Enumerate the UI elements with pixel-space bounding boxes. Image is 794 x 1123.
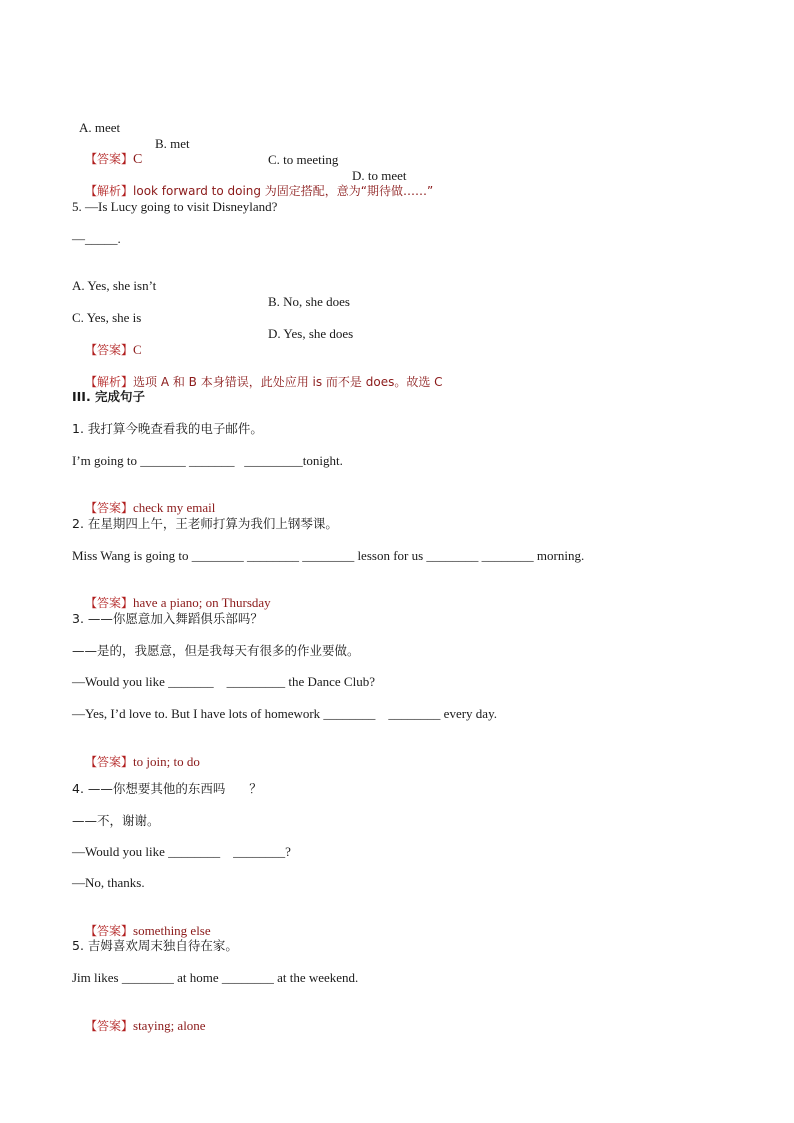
answer-tag: 【答案】 [85,924,134,938]
answer-text: something else [133,923,211,938]
q5-reply: —_____. [72,231,121,246]
q4-option-a: A. meet [79,120,121,135]
answer-tag: 【答案】 [85,501,134,515]
analysis-text: 选项 A 和 B 本身错误，此处应用 is 而不是 does。故选 C [133,375,443,389]
answer-text: have a piano; on Thursday [133,595,271,610]
s5-answer [72,1002,206,1050]
s3-chinese-q: 3. ——你愿意加入舞蹈俱乐部吗？ [72,611,263,626]
s3-answer [72,738,200,786]
s2-english: Miss Wang is going to ________ ________ ________ lesson for us ________ ________ morning. [72,548,585,563]
q5-question: 5. —Is Lucy going to visit Disneyland? [72,199,278,214]
s3-english-q: —Would you like _______ _________ the Dance Club? [72,674,375,689]
answer-tag: 【答案】 [85,1019,134,1033]
answer-text: C [133,152,143,167]
s5-chinese: 5. 吉姆喜欢周末独自待在家。 [72,938,238,953]
q4-option-c: C. to meeting [268,152,339,167]
answer-tag: 【答案】 [85,755,134,769]
q5-option-c: C. Yes, she is [72,310,142,325]
s2-chinese: 2. 在星期四上午，王老师打算为我们上钢琴课。 [72,516,338,531]
analysis-tag: 【解析】 [85,184,134,198]
q4-option-b: B. met [155,136,190,151]
answer-text: staying; alone [133,1018,206,1033]
s3-chinese-a: ——是的，我愿意，但是我每天有很多的作业要做。 [72,643,360,658]
s4-chinese-q: 4. ——你想要其他的东西吗 ？ [72,781,262,796]
answer-tag: 【答案】 [85,596,134,610]
s4-chinese-a: ——不，谢谢。 [72,813,160,828]
s1-chinese: 1. 我打算今晚查看我的电子邮件。 [72,421,263,436]
q5-option-a: A. Yes, she isn’t [72,278,157,293]
answer-tag: 【答案】 [85,152,134,166]
answer-tag: 【答案】 [85,343,134,357]
q5-option-d: D. Yes, she does [268,326,354,341]
answer-text: check my email [133,500,216,515]
q4-option-d: D. to meet [352,168,407,183]
answer-text: C [133,342,142,357]
section-title: III. 完成句子 [72,389,146,404]
answer-text: to join; to do [133,754,200,769]
s4-english-a: —No, thanks. [72,875,145,890]
analysis-text: look forward to doing 为固定搭配，意为“期待做……” [133,184,434,198]
analysis-tag: 【解析】 [85,375,134,389]
s3-english-a: —Yes, I’d love to. But I have lots of homework ________ ________ every day. [72,706,497,721]
q5-option-b: B. No, she does [268,294,350,309]
s4-english-q: —Would you like ________ ________? [72,844,291,859]
s1-english: I’m going to _______ _______ _________tonight. [72,453,343,468]
s5-english: Jim likes ________ at home ________ at the weekend. [72,970,359,985]
